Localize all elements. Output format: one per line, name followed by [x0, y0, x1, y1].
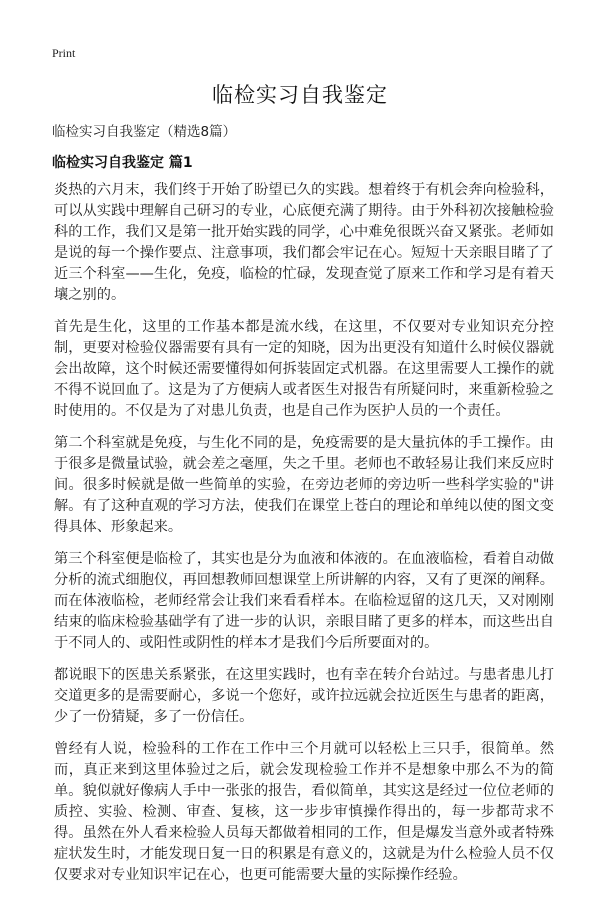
page-title: 临检实习自我鉴定: [212, 83, 388, 107]
section-heading: 临检实习自我鉴定 篇1: [52, 155, 193, 171]
paragraph: 炎热的六月末，我们终于开始了盼望已久的实践。想着终于有机会奔向检验科，可以从实践中理解自己研习的专业，心底便充满了期待。由于外科初次接触检验科的工作，我们又是第一批开始实践的同学，心中难免很既兴奋又紧张。老师如是说的每一个操作要点、注意事项，我们都会牢记在心。短短十天亲眼目睹了了近三个科室——生化，免疫，临检的忙碌，发现查觉了原来工作和学习是有着天壤之别的。: [54, 182, 554, 303]
paragraph: 第二个科室就是免疫，与生化不同的是，免疫需要的是大量抗体的手工操作。由于很多是微量试验，就会差之毫厘，失之千里。老师也不敢轻易让我们来反应时间。很多时候就是做一些简单的实验，在旁边老师的旁边听一些科学实验的"讲解。有了这种直观的学习方法，使我们在课堂上苍白的理论和单纯以使的图文变得具体、形象起来。: [54, 435, 554, 535]
paragraph: 首先是生化，这里的工作基本都是流水线，在这里，不仅要对专业知识充分控制，更要对检验仪器需要有具有一定的知晓，因为出更没有知道什么时候仪器就会出故障，这个时候还需要懂得如何拆装固定式机器。在这里需要人工操作的就不得不说回血了。这是为了方便病人或者医生对报告有所疑问时，来重新检验之时使用的。不仅是为了对患儿负责，也是自己作为医护人员的一个责任。: [54, 319, 554, 419]
article-body: [54, 180, 554, 897]
paragraph: 曾经有人说，检验科的工作在工作中三个月就可以轻松上三只手，很简单。然而，真正来到这里体验过之后，就会发现检验工作并不是想象中那么不为的简单。貌似就好像病人手中一张张的报告，看似简单，其实这是经过一位位老师的质控、实验、检测、审查、复核，这一步步审慎操作得出的，每一步都苛求不得。虽然在外人看来检验人员每天都做着相同的工作，但是爆发当意外或者特殊症状发生时，才能发现日复一日的积累是有意义的，这就是为什么检验人员不仅仅要求对专业知识牢记在心，也更可能需要大量的实际操作经验。: [54, 741, 554, 883]
print-link[interactable]: Print: [52, 46, 76, 60]
paragraph: 第三个科室便是临检了，其实也是分为血液和体液的。在血液临检，看着自动做分析的流式细胞仪，再回想教师回想课堂上所讲解的内容，又有了更深的阐释。而在体液临检，老师经常会让我们来看看样本。在临检逗留的这几天，又对刚刚结束的临床检验基础学有了进一步的认识，亲眼目睹了更多的样本，而这些出自于不同人的、或阳性或阴性的样本才是我们今后所要面对的。: [54, 551, 554, 651]
document-subtitle: 临检实习自我鉴定（精选8篇）: [52, 124, 237, 140]
paragraph: 都说眼下的医患关系紧张，在这里实践时，也有幸在转介台站过。与患者患儿打交道更多的是需要耐心，多说一个您好，或许拉远就会拉近医生与患者的距离，少了一份猜疑，多了一份信任。: [54, 667, 554, 725]
